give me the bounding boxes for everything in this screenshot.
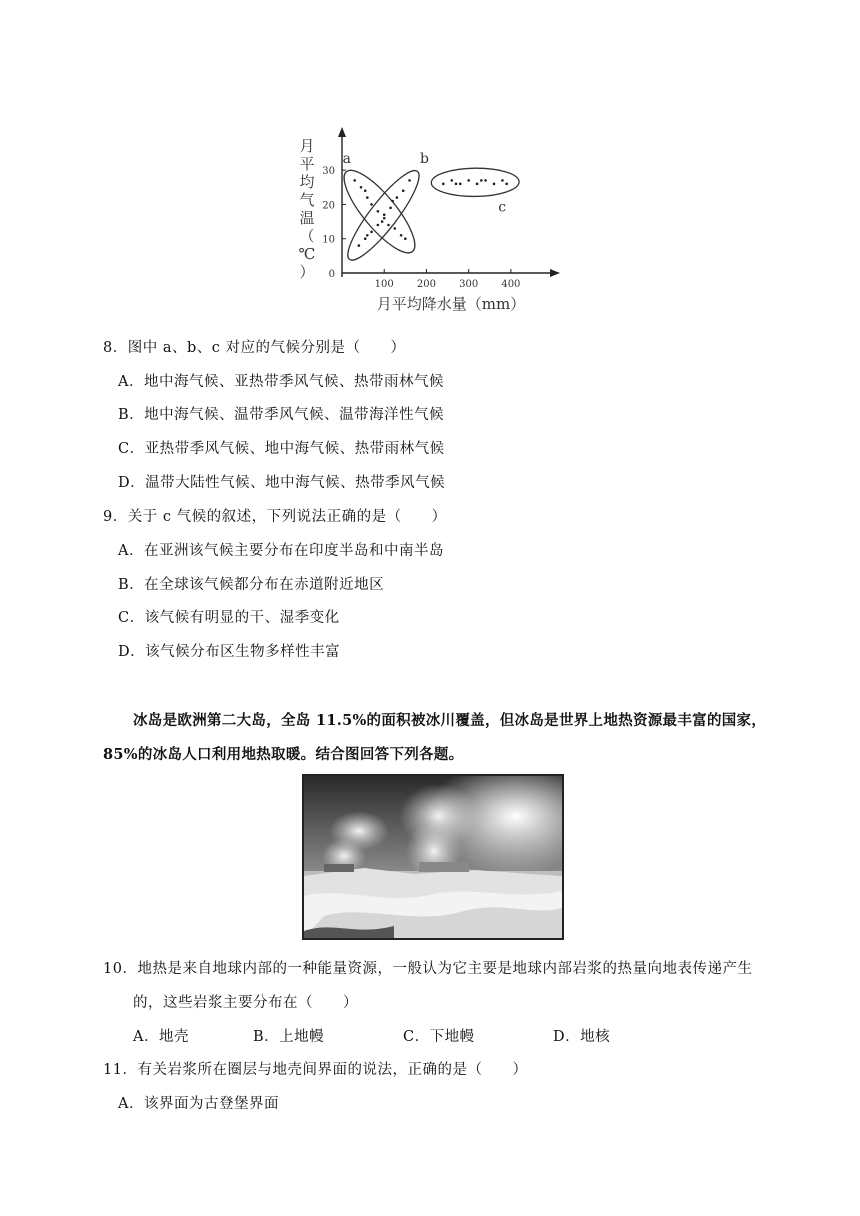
question-10-option-c[interactable]: C．下地幔 <box>403 1029 475 1045</box>
question-9-stem: 9．关于 c 气候的叙述，下列说法正确的是（ ） <box>103 509 447 525</box>
question-9-option-a[interactable]: A．在亚洲该气候主要分布在印度半岛和中南半岛 <box>118 543 444 559</box>
data-point-c <box>467 179 470 182</box>
data-point-c <box>501 179 504 182</box>
data-point-c <box>455 183 458 186</box>
series-label-c: c <box>498 199 507 216</box>
climate-chart <box>290 115 580 325</box>
y-tick-label: 0 <box>328 269 335 280</box>
data-point-c <box>480 179 483 182</box>
data-point-c <box>484 179 487 182</box>
data-point-a <box>366 196 369 199</box>
y-tick-label: 20 <box>322 200 335 212</box>
question-10-option-a[interactable]: A．地壳 <box>133 1029 189 1045</box>
series-c-outline <box>431 168 519 197</box>
y-tick-label: 10 <box>322 234 335 246</box>
data-point-b <box>364 237 367 240</box>
question-10-stem-line-1: 10．地热是来自地球内部的一种能量资源，一般认为它主要是地球内部岩浆的热量向地表传递产生 <box>103 961 753 977</box>
data-point-a <box>404 237 407 240</box>
data-point-c <box>459 183 462 186</box>
y-axis-label-char: ） <box>299 263 315 281</box>
passage-line-1: 冰岛是欧洲第二大岛，全岛 11.5%的面积被冰川覆盖，但冰岛是世界上地热资源最丰富的国家， <box>133 712 767 729</box>
y-axis-label-char: 气 <box>299 191 315 209</box>
data-point-a <box>364 189 367 192</box>
question-9-option-b[interactable]: B．在全球该气候都分布在赤道附近地区 <box>118 577 385 593</box>
x-tick-label: 400 <box>501 279 521 290</box>
data-point-a <box>393 227 396 230</box>
question-11-stem: 11．有关岩浆所在圈层与地壳间界面的说法，正确的是（ ） <box>103 1062 528 1078</box>
x-tick-label: 100 <box>374 279 394 290</box>
question-8-option-c[interactable]: C．亚热带季风气候、地中海气候、热带雨林气候 <box>118 441 445 457</box>
data-point-a <box>383 217 386 220</box>
data-point-b <box>377 224 380 227</box>
geothermal-photo <box>302 774 564 940</box>
data-point-c <box>505 183 508 186</box>
x-tick-label: 300 <box>459 279 479 290</box>
question-10-stem-line-2: 的，这些岩浆主要分布在（ ） <box>133 995 358 1011</box>
question-9-option-d[interactable]: D．该气候分布区生物多样性丰富 <box>118 644 341 660</box>
series-label-a: a <box>342 151 352 167</box>
x-tick-label: 200 <box>416 279 436 290</box>
data-point-a <box>370 203 373 206</box>
data-point-c <box>450 179 453 182</box>
data-point-b <box>396 196 399 199</box>
data-point-c <box>493 183 496 186</box>
data-point-b <box>366 234 369 237</box>
question-9-option-c[interactable]: C．该气候有明显的干、湿季变化 <box>118 610 340 626</box>
series-label-b: b <box>420 151 429 167</box>
y-axis-label-char: 均 <box>299 173 315 191</box>
question-8-option-a[interactable]: A．地中海气候、亚热带季风气候、热带雨林气候 <box>118 374 444 390</box>
data-point-c <box>476 183 479 186</box>
question-8-stem: 8．图中 a、b、c 对应的气候分别是（ ） <box>103 340 406 356</box>
y-axis-label-char: 平 <box>299 155 315 173</box>
question-8-option-d[interactable]: D．温带大陆性气候、地中海气候、热带季风气候 <box>118 475 446 491</box>
data-point-b <box>358 244 361 247</box>
y-axis-arrow <box>338 127 346 137</box>
passage-line-2: 85%的冰岛人口利用地热取暖。结合图回答下列各题。 <box>103 746 464 763</box>
question-10-option-d[interactable]: D．地核 <box>553 1029 611 1045</box>
data-point-b <box>408 179 411 182</box>
y-axis-label-char: ℃ <box>298 245 316 263</box>
y-tick-label: 30 <box>322 166 335 178</box>
question-11-option-a[interactable]: A．该界面为古登堡界面 <box>118 1096 279 1112</box>
x-axis-label: 月平均降水量（mm） <box>376 295 526 313</box>
data-point-b <box>391 200 394 203</box>
y-axis-label-char: 温 <box>299 209 315 227</box>
data-point-b <box>389 207 392 210</box>
data-point-c <box>442 183 445 186</box>
series-a-outline <box>334 161 425 262</box>
x-axis-arrow <box>550 269 560 277</box>
data-point-b <box>402 189 405 192</box>
question-10-option-b[interactable]: B．上地幔 <box>253 1029 325 1045</box>
data-point-a <box>400 234 403 237</box>
data-point-a <box>377 210 380 213</box>
data-point-a <box>381 220 384 223</box>
data-point-b <box>383 213 386 216</box>
question-8-option-b[interactable]: B．地中海气候、温带季风气候、温带海洋性气候 <box>118 407 445 423</box>
data-point-a <box>387 224 390 227</box>
data-point-b <box>370 231 373 234</box>
y-axis-label-char: （ <box>299 227 315 245</box>
data-point-a <box>353 179 356 182</box>
data-point-a <box>360 186 363 189</box>
y-axis-label-char: 月 <box>299 137 315 155</box>
